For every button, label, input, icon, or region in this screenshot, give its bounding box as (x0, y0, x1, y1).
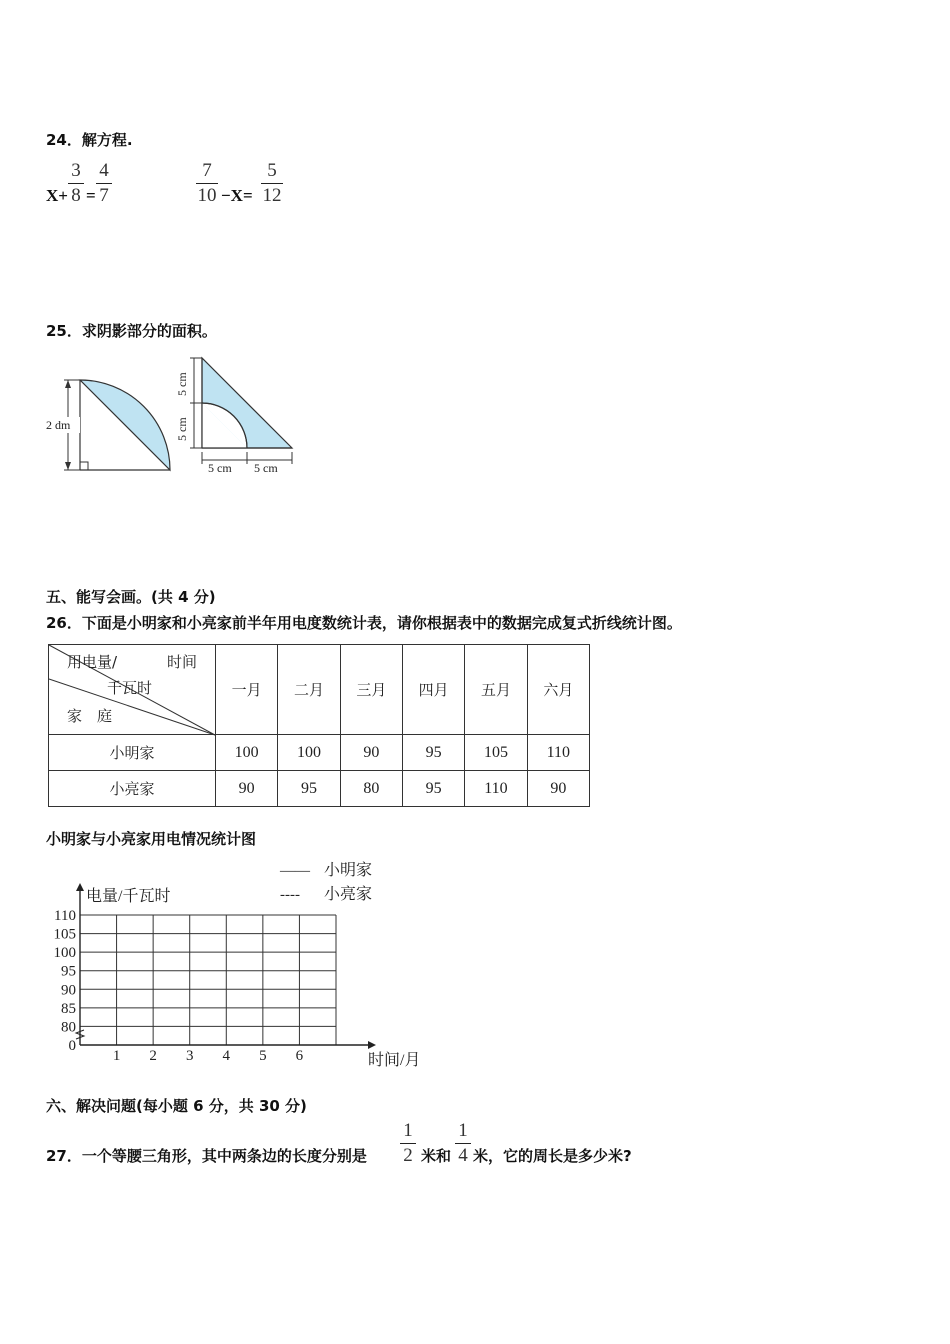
axis-break-mark (76, 1030, 84, 1039)
family-name: 小亮家 (49, 771, 216, 807)
x-tick-label: 4 (222, 1048, 231, 1064)
y-axis-title: 电量/千瓦时 (86, 888, 171, 905)
legend-line-sample: ---- (280, 887, 300, 903)
line-chart (40, 855, 421, 1075)
usage-value: 100 (278, 735, 340, 771)
chart-title: 小明家与小亮家用电情况统计图 (46, 830, 257, 848)
x-tick-label: 3 (185, 1048, 194, 1064)
x-tick-label: 1 (112, 1048, 121, 1064)
corner-top-right: 时间 (167, 653, 198, 671)
eq1-equals: = (86, 186, 96, 205)
month-header: 一月 (216, 645, 278, 735)
eq1-lhs: X+ (46, 186, 68, 205)
table-header-row (49, 645, 590, 735)
eq1-fraction-a: 3 8 (68, 160, 84, 207)
shaded-figure-1 (40, 370, 180, 480)
usage-value: 90 (527, 771, 589, 807)
x-tick-label: 6 (295, 1048, 304, 1064)
eq2-operator: −X= (221, 186, 253, 205)
usage-value: 95 (278, 771, 340, 807)
fig2-label-left: 5 cm (208, 461, 232, 475)
legend-line-sample: —— (280, 863, 310, 879)
usage-table (48, 644, 590, 807)
question-27-mid: 米和 (421, 1147, 452, 1165)
chart-grid (80, 915, 336, 1045)
fig2-label-right: 5 cm (254, 461, 278, 475)
month-header: 二月 (278, 645, 340, 735)
fig1-height-label: 2 dm (46, 418, 71, 432)
y-tick-label: 90 (61, 982, 76, 999)
month-header: 六月 (527, 645, 589, 735)
y-tick-label: 105 (53, 926, 76, 943)
question-26-label: 26．下面是小明家和小亮家前半年用电度数统计表，请你根据表中的数据完成复式折线统计图。 (46, 614, 682, 632)
month-header: 五月 (465, 645, 527, 735)
table-row (49, 771, 590, 807)
y-tick-label: 110 (54, 908, 76, 924)
usage-value: 95 (402, 735, 464, 771)
usage-value: 110 (527, 735, 589, 771)
y-tick-label: 95 (61, 963, 76, 980)
chart-labels (54, 861, 421, 1069)
month-header: 三月 (340, 645, 402, 735)
header-corner-cell (49, 645, 216, 735)
corner-bottom: 家 庭 (67, 707, 113, 725)
y-tick-label: 80 (61, 1019, 76, 1036)
question-27-prefix: 27．一个等腰三角形，其中两条边的长度分别是 (46, 1147, 367, 1165)
x-tick-label: 2 (149, 1048, 157, 1064)
usage-value: 105 (465, 735, 527, 771)
eq1-fraction-b: 4 7 (96, 160, 112, 207)
legend-label: 小明家 (324, 862, 373, 879)
x-tick-label: 5 (259, 1048, 267, 1064)
usage-value: 110 (465, 771, 527, 807)
eq2-fraction-b: 5 12 (262, 160, 282, 206)
question-24-label: 24．解方程. (46, 131, 133, 149)
usage-value: 90 (340, 735, 402, 771)
x-axis-arrow (368, 1041, 376, 1049)
section-6-title: 六、解决问题(每小题 6 分，共 30 分) (46, 1097, 307, 1115)
question-27-suffix: 米，它的周长是多少米? (473, 1147, 632, 1165)
x-axis-title: 时间/月 (368, 1052, 421, 1069)
table-row (49, 735, 590, 771)
corner-middle: 千瓦时 (107, 679, 153, 697)
q27-fraction-2: 1 4 (455, 1120, 471, 1167)
y-tick-label: 85 (61, 1000, 76, 1017)
legend-label: 小亮家 (324, 886, 373, 903)
family-name: 小明家 (49, 735, 216, 771)
y-tick-label: 100 (53, 945, 76, 962)
section-5-title: 五、能写会画。(共 4 分) (46, 588, 216, 606)
fig2-label-top: 5 cm (175, 372, 189, 396)
q27-fraction-1: 1 2 (400, 1120, 416, 1167)
shaded-figure-2 (168, 352, 300, 477)
usage-value: 100 (216, 735, 278, 771)
usage-value: 95 (402, 771, 464, 807)
y-axis-arrow (76, 883, 84, 891)
month-header: 四月 (402, 645, 464, 735)
usage-value: 80 (340, 771, 402, 807)
eq2-fraction-a: 7 10 (197, 160, 217, 206)
y-tick-label: 0 (68, 1038, 76, 1054)
corner-top-left: 用电量/ (67, 653, 118, 671)
fig2-label-bottom: 5 cm (175, 417, 189, 441)
usage-value: 90 (216, 771, 278, 807)
question-25-label: 25．求阴影部分的面积。 (46, 322, 217, 340)
